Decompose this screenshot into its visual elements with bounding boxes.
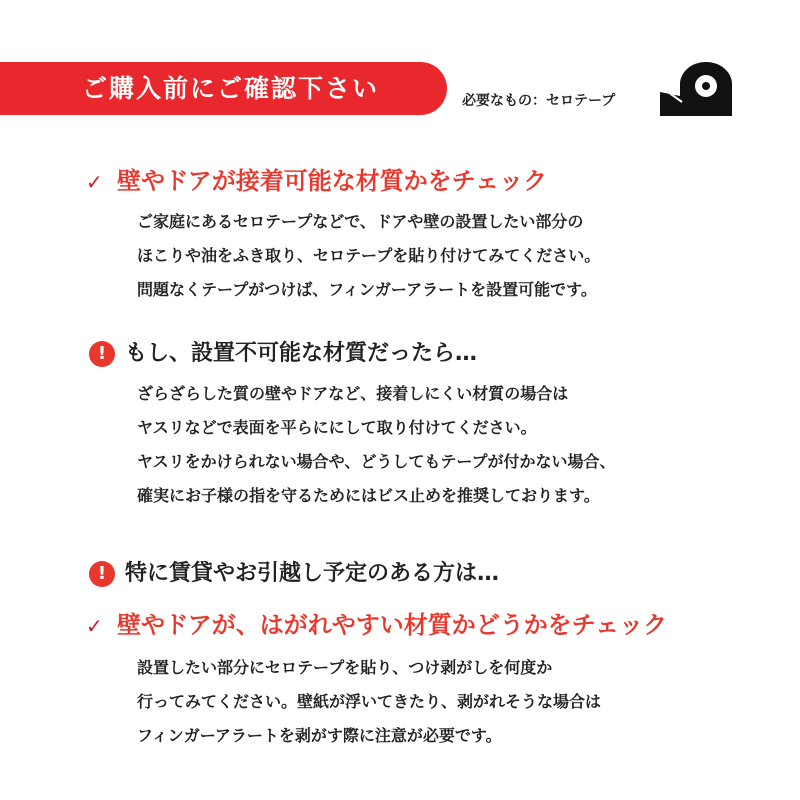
- section4-line: フィンガーアラートを剥がす際に注意が必要です。: [137, 726, 502, 745]
- section2-body: [137, 377, 616, 513]
- section2-heading: もし、設置不可能な材質だったら…: [125, 341, 478, 366]
- section2-line: ざらざらした質の壁やドアなど、接着しにくい材質の場合は: [137, 384, 569, 403]
- section4-body: [137, 651, 601, 753]
- section4-line: 設置したい部分にセロテープを貼り、つけ剥がしを何度か: [137, 658, 553, 677]
- required-item-label: 必要なもの：セロテープ: [462, 93, 616, 109]
- section2-line: ヤスリをかけられない場合や、どうしてもテープが付かない場合、: [137, 452, 616, 471]
- section2-line: ヤスリなどで表面を平らににして取り付けてください。: [137, 418, 537, 437]
- section1-line: ご家庭にあるセロテープなどで、ドアや壁の設置したい部分の: [137, 212, 584, 231]
- section4-heading: 壁やドアが、はがれやすい材質かどうかをチェック: [117, 611, 668, 639]
- section1-line: 問題なくテープがつけば、フィンガーアラートを設置可能です。: [137, 280, 597, 299]
- section1-line: ほこりや油をふき取り、セロテープを貼り付けてみてください。: [137, 246, 601, 265]
- section3-heading: 特に賃貸やお引越し予定のある方は…: [125, 561, 500, 586]
- section1-body: [137, 205, 600, 307]
- tape-dispenser-icon: [658, 62, 734, 116]
- check-icon: ✓: [86, 170, 103, 194]
- section1-heading: 壁やドアが接着可能な材質かをチェック: [117, 167, 548, 195]
- alert-icon: !: [89, 341, 115, 367]
- check-icon: ✓: [86, 614, 103, 638]
- banner-title: ご購入前にご確認下さい: [0, 62, 447, 115]
- section2-line: 確実にお子様の指を守るためにはビス止めを推奨しております。: [137, 486, 600, 505]
- section4-line: 行ってみてください。壁紙が浮いてきたり、剥がれそうな場合は: [137, 692, 602, 711]
- alert-icon: !: [89, 561, 115, 587]
